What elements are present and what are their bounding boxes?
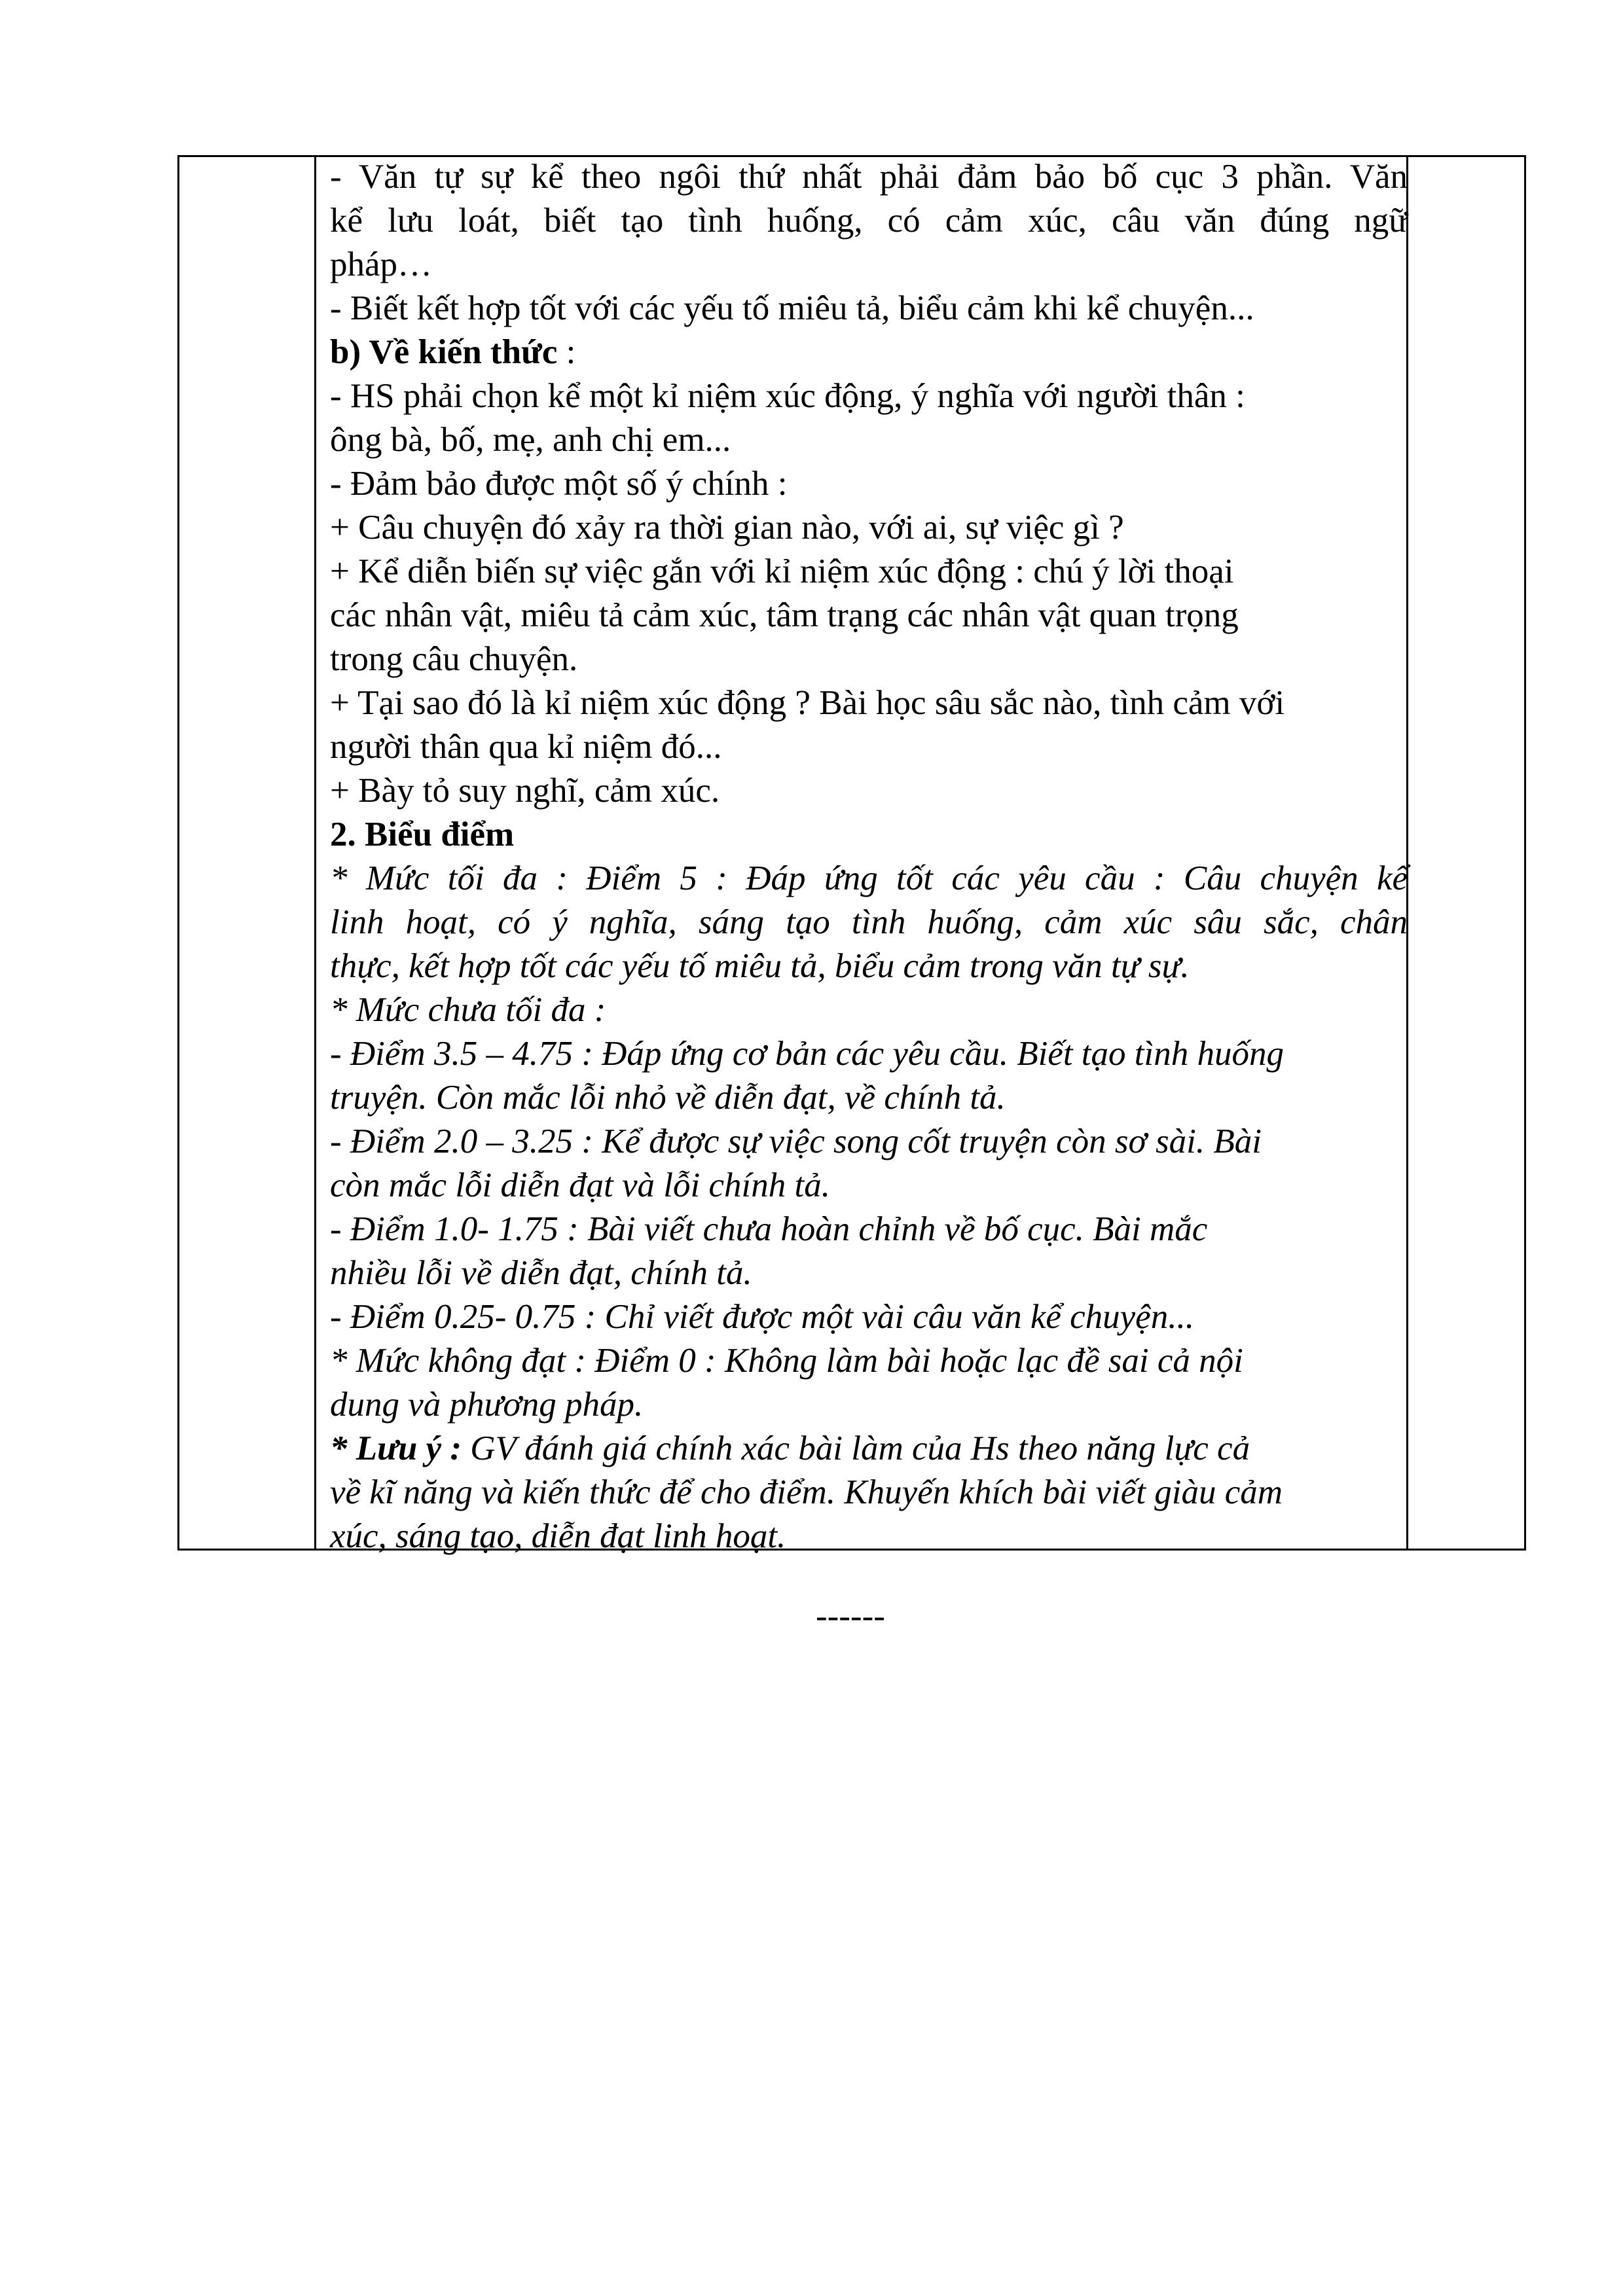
text-line: - Điểm 0.25- 0.75 : Chỉ viết được một vài câu văn kể chuyện... [330,1298,1194,1336]
text-line: thực, kết hợp tốt các yếu tố miêu tả, biểu cảm trong văn tự sự. [330,947,1190,985]
section-heading-scoring: 2. Biểu điểm [330,816,515,853]
text-line: nhiều lỗi về diễn đạt, chính tả. [330,1254,752,1292]
text-line: còn mắc lỗi diễn đạt và lỗi chính tả. [330,1166,830,1204]
text-line: dung và phương pháp. [330,1386,644,1424]
text-line: + Tại sao đó là kỉ niệm xúc động ? Bài học sâu sắc nào, tình cảm với [330,684,1285,722]
text-line: ông bà, bố, mẹ, anh chị em... [330,421,731,459]
text-line: - Đảm bảo được một số ý chính : [330,465,788,503]
end-separator: ------ [816,1597,885,1635]
note-line [330,1427,1408,1471]
text-line: + Bày tỏ suy nghĩ, cảm xúc. [330,772,720,810]
text-line: - Điểm 2.0 – 3.25 : Kể được sự việc song cốt truyện còn sơ sài. Bài [330,1122,1262,1160]
text-line: - Điểm 1.0- 1.75 : Bài viết chưa hoàn chỉnh về bố cục. Bài mắc [330,1210,1208,1248]
text-line: * Mức không đạt : Điểm 0 : Không làm bài hoặc lạc đề sai cả nội [330,1342,1243,1380]
text-line: pháp… [330,245,433,283]
text-line: * Mức chưa tối đa : [330,991,606,1029]
text-line: truyện. Còn mắc lỗi nhỏ về diễn đạt, về chính tả. [330,1079,1006,1117]
text-line: - HS phải chọn kể một kỉ niệm xúc động, ý nghĩa với người thân : [330,377,1245,415]
section-heading-knowledge [330,331,1408,374]
heading-bold-text: b) Về kiến thức [330,333,558,371]
text-line: + Kể diễn biến sự việc gắn với kỉ niệm xúc động : chú ý lời thoại [330,552,1234,590]
text-line: xúc, sáng tạo, diễn đạt linh hoạt. [330,1517,786,1555]
note-text: GV đánh giá chính xác bài làm của Hs theo năng lực cả [462,1429,1250,1467]
text-line: các nhân vật, miêu tả cảm xúc, tâm trạng các nhân vật quan trọng [330,596,1239,634]
table-content-cell [330,155,1408,1558]
table-column-divider [314,157,316,1549]
text-line: người thân qua kỉ niệm đó... [330,728,722,766]
text-line: kể lưu loát, biết tạo tình huống, có cảm xúc, câu văn đúng ngữ [330,202,1408,240]
text-line: + Câu chuyện đó xảy ra thời gian nào, với ai, sự việc gì ? [330,509,1124,547]
text-line: - Biết kết hợp tốt với các yếu tố miêu tả, biểu cảm khi kể chuyện... [330,289,1254,327]
note-label: * Lưu ý : [330,1429,462,1467]
text-line: về kĩ năng và kiến thức để cho điểm. Khuyến khích bài viết giàu cảm [330,1473,1283,1511]
text-line: - Điểm 3.5 – 4.75 : Đáp ứng cơ bản các yêu cầu. Biết tạo tình huống [330,1035,1284,1073]
heading-rest-text: : [557,333,576,371]
text-line: * Mức tối đa : Điểm 5 : Đáp ứng tốt các yêu cầu : Câu chuyện kể [330,859,1408,897]
text-line: - Văn tự sự kể theo ngôi thứ nhất phải đảm bảo bố cục 3 phần. Văn [330,158,1408,196]
text-line: linh hoạt, có ý nghĩa, sáng tạo tình huống, cảm xúc sâu sắc, chân [330,903,1408,941]
text-line: trong câu chuyện. [330,640,578,678]
